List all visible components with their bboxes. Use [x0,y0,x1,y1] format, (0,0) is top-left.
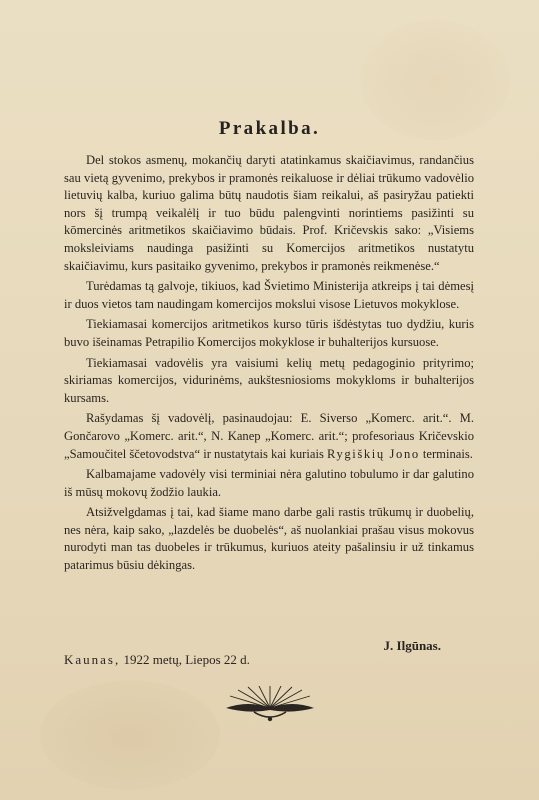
paragraph: Tiekiamasai komercijos aritmetikos kurso tūris išdėstytas tuo dydžiu, kuris buvo išeinamas Petrapilio Komercijos mokyklose ir buhalterijos kursuose. [64,317,474,349]
sunburst-ornament-icon [224,686,316,724]
paragraph: Turėdamas tą galvoje, tikiuos, kad Švietimo Ministerija atkreips į tai dėmesį ir duos vietos tam naudingam komercijos mokslui visose Lietuvos mokyklose. [64,279,474,311]
spaced-name: Rygiškių Jono [327,446,420,461]
dateline [64,652,250,668]
date-city: Kaunas, [64,652,121,667]
paper-stain [40,680,220,790]
paragraph: Del stokos asmenų, mokančių daryti atatinkamus skaičiavimus, randančius sau vietą gyvenimo, prekybos ir pramonės reikaluose ir dėliai trūkumo vadovėlio lietuvių kalba, kuriuo galima būtų naudotis šiam reikalui, aš pasiryžau patiekti nors šį trumpą veikalėlį ir tuo būdu palengvinti norintiems pasižinti su kōmercinės aritmetikos skaičiavimo būdais. Prof. Kričevskis sako: „Visiems moksleiviams naudinga pasižinti su Komercijos aritmetikos nustatytu skaičiavimu, kurs pasitaiko gyvenimo, prekybos ir pramonės reikmenėse.“ [64,153,474,273]
date-text: 1922 metų, Liepos 22 d. [120,652,250,667]
paragraph: Kalbamajame vadovėly visi terminiai nėra galutino tobulumo ir dar galutino iš mūsų mokovų žodžio laukia. [64,467,474,499]
paragraph-text: Rašydamas šį vadovėlį, pasinaudojau: E. Siverso „Komerc. arit.“. M. Gončarovo „Komerc. arit.“, N. Kanep „Komerc. arit.“; profesoriaus Kričevskio „Samoučitel ščetovodstva“ ir nustatytais kai kuriais [64,411,474,461]
preface-body [64,152,474,578]
paragraph-text: terminais. [419,446,473,461]
paragraph: Tiekiamasai vadovėlis yra vaisiumi kelių metų pedagoginio prityrimo; skiriamas komercijos, vidurinėms, aukštesniosioms mokykloms ir buhalterijos kursams. [64,355,474,405]
page-title: Prakalba. [218,118,321,139]
signature: J. Ilgūnas. [383,638,441,653]
paragraph: Atsižvelgdamas į tai, kad šiame mano darbe gali rastis trūkumų ir duobelių, nes nėra, kaip sako, „lazdelės be duobelės“, aš nuolankiai prašau visus mokovus nurodyti man tas duobeles ir trūkumus, kuriuos ateity pašalinsiu ir už tinkamus patarimus būsiu dėkingas. [64,505,474,573]
paragraph [64,410,474,463]
